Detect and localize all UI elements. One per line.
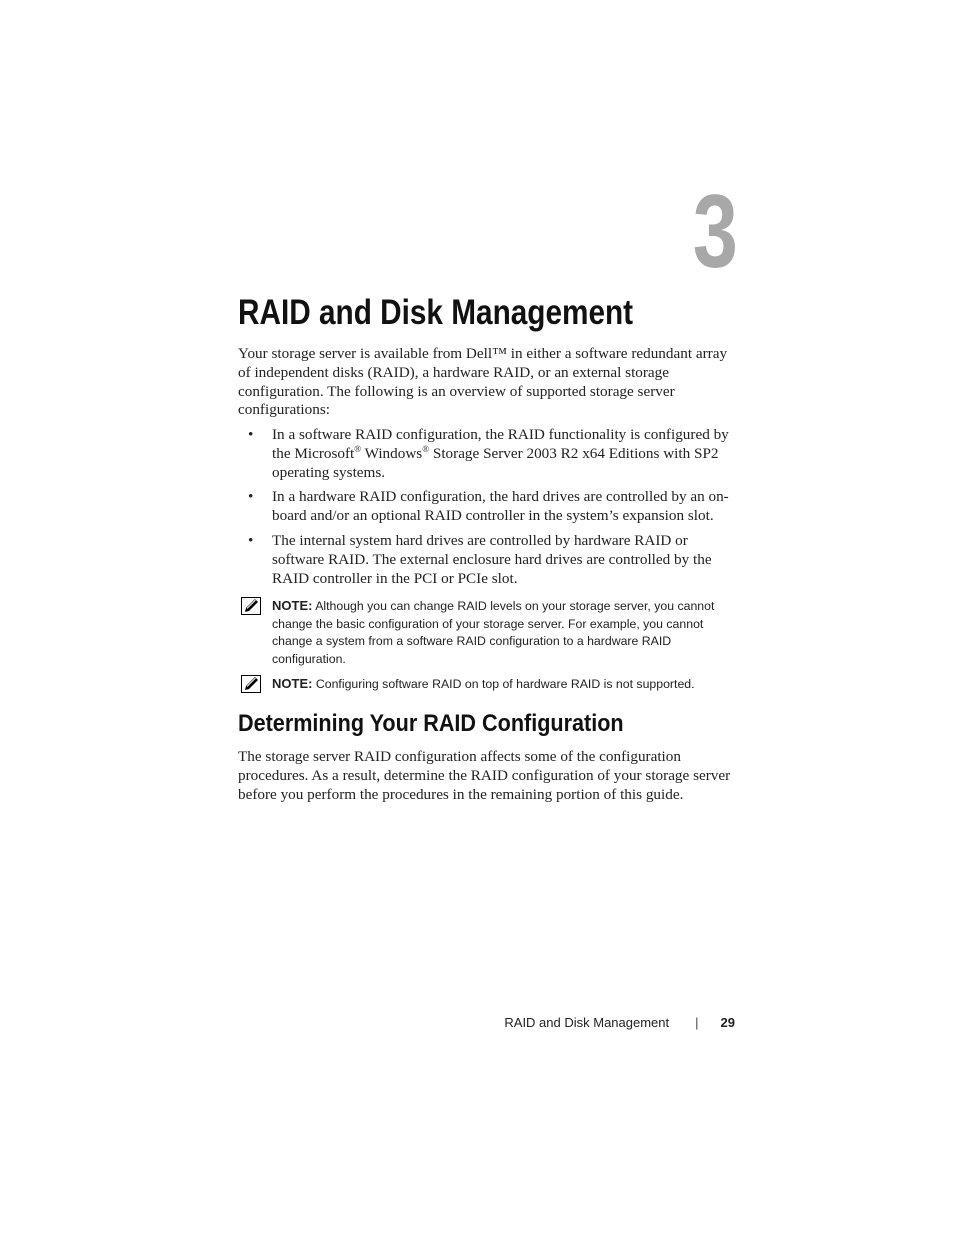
chapter-number: 3 [692, 174, 738, 290]
intro-paragraph: Your storage server is available from Dell™ in either a software redundant array of independent disks (RAID), a hardware RAID, or an external storage configuration. The following is an overview of supported storage server configurations: [238, 345, 728, 419]
section-heading: Determining Your RAID Configuration [238, 710, 624, 737]
registered-mark: ® [354, 443, 362, 454]
bullet-marker: • [248, 531, 254, 549]
section-paragraph: The storage server RAID configuration affects some of the configuration procedures. As a result, determine the RAID configuration of your storage server before you perform the procedures in the remaining portion of this guide. [238, 748, 731, 803]
configuration-list [238, 426, 738, 594]
registered-mark: ® [422, 443, 430, 454]
note-pencil-icon [241, 597, 261, 615]
list-item [238, 426, 738, 482]
list-item-text: In a software RAID configuration, the RAID functionality is configured by the Microsoft [272, 426, 729, 462]
page-footer [504, 1015, 735, 1030]
list-item [238, 532, 738, 588]
footer-separator: | [695, 1015, 699, 1030]
list-item [238, 488, 738, 526]
note-software-raid [238, 675, 738, 694]
note-raid-levels [238, 597, 738, 668]
list-item-text: In a hardware RAID configuration, the hard drives are controlled by an on-board and/or an optional RAID controller in the system’s expansion slot. [272, 488, 729, 525]
bullet-marker: • [248, 488, 254, 506]
note-label: NOTE: [272, 598, 313, 613]
note-pencil-icon [241, 675, 261, 693]
note-text: Although you can change RAID levels on your storage server, you cannot change the basic configuration of your storage server. For example, you cannot change a system from a software RAID configuration to a hardware RAID configuration. [272, 599, 715, 666]
page-number: 29 [720, 1015, 735, 1030]
list-item-text: Windows [361, 444, 423, 462]
chapter-title: RAID and Disk Management [238, 293, 634, 332]
note-text: Configuring software RAID on top of hardware RAID is not supported. [312, 677, 695, 691]
bullet-marker: • [248, 426, 254, 443]
list-item-text: The internal system hard drives are controlled by hardware RAID or software RAID. The external enclosure hard drives are controlled by the RAID controller in the PCI or PCIe slot. [272, 531, 712, 587]
note-label: NOTE: [272, 676, 313, 691]
list-item-text: Storage Server 2003 R2 x64 Editions with SP2 operating systems. [272, 444, 719, 481]
footer-chapter-title: RAID and Disk Management [504, 1015, 670, 1030]
